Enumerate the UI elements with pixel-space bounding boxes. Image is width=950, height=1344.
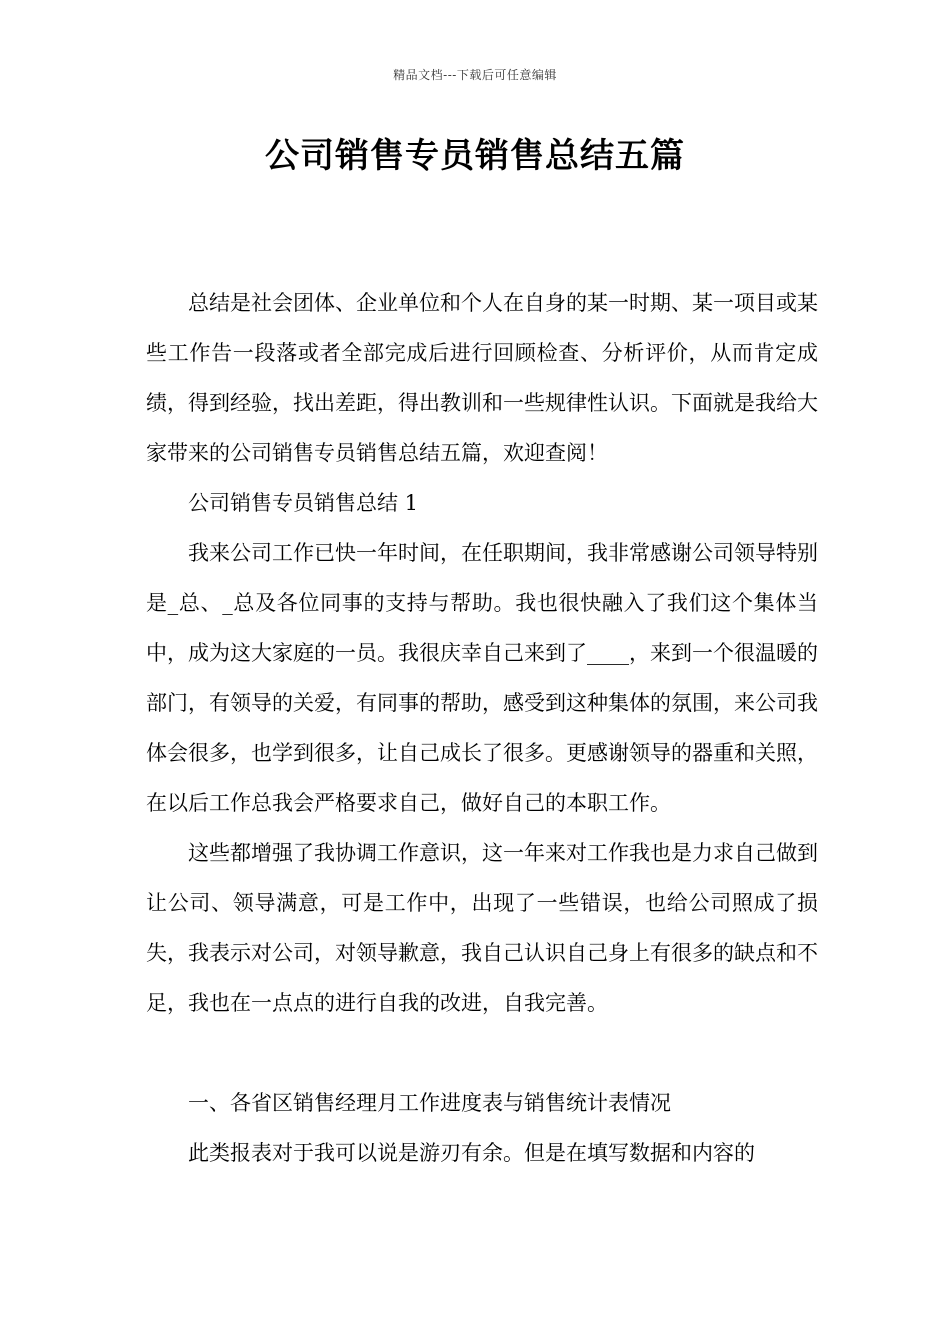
document-body [146, 278, 818, 1178]
body-paragraph: 这些都增强了我协调工作意识，这一年来对工作我也是力求自己做到让公司、领导满意，可是工作中，出现了一些错误，也给公司照成了损失，我表示对公司，对领导歉意，我自己认识自己身上有很多的缺点和不足，我也在一点点的进行自我的改进，自我完善。 [146, 841, 818, 1015]
intro-paragraph: 总结是社会团体、企业单位和个人在自身的某一时期、某一项目或某些工作告一段落或者全部完成后进行回顾检查、分析评价，从而肯定成绩，得到经验，找出差距，得出教训和一些规律性认识。下面就是我给大家带来的公司销售专员销售总结五篇，欢迎查阅！ [146, 291, 818, 465]
body-paragraph: 此类报表对于我可以说是游刃有余。但是在填写数据和内容的 [188, 1141, 755, 1165]
document-title: 公司销售专员销售总结五篇 [265, 136, 685, 176]
body-paragraph: 我来公司工作已快一年时间，在任职期间，我非常感谢公司领导特别是_总、_总及各位同事的支持与帮助。我也很快融入了我们这个集体当中，成为这大家庭的一员。我很庆幸自己来到了____，来到一个很温暖的部门，有领导的关爱，有同事的帮助，感受到这种集体的氛围，来公司我体会很多，也学到很多，让自己成长了很多。更感谢领导的器重和关照，在以后工作总我会严格要求自己，做好自己的本职工作。 [146, 541, 818, 815]
header-note: 精品文档---下载后可任意编辑 [393, 68, 557, 82]
subsection-heading: 一、各省区销售经理月工作进度表与销售统计表情况 [188, 1091, 671, 1115]
section-heading: 公司销售专员销售总结 1 [188, 491, 419, 515]
